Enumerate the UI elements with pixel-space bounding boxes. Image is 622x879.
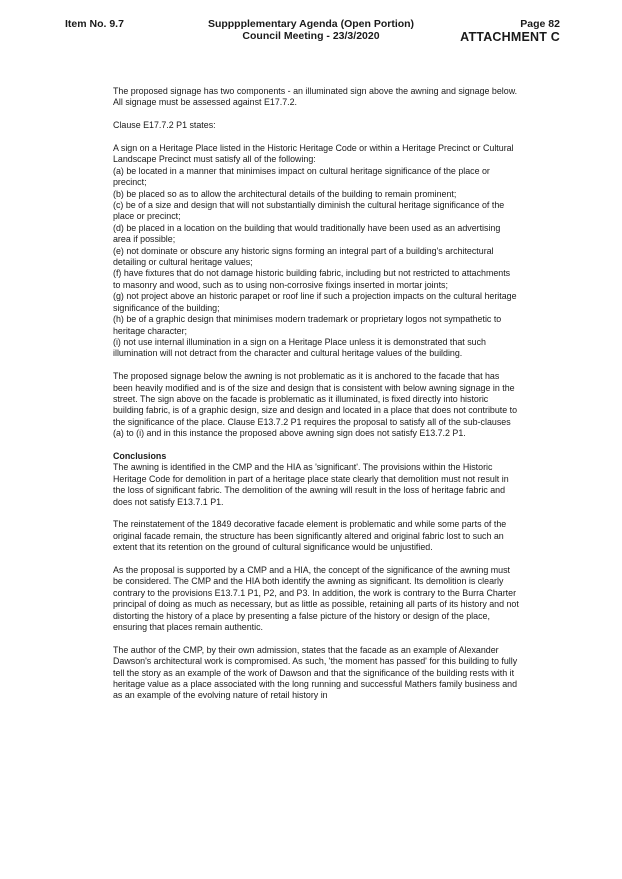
intro-paragraph: The proposed signage has two components - an illuminated sign above the awning and signage below. All signage must be assessed against E17.7.2. (113, 86, 518, 108)
agenda-title-line1: Supppplementary Agenda (Open Portion) (207, 18, 415, 30)
signage-assessment-paragraph: The proposed signage below the awning is not problematic as it is anchored to the facade that has been heavily modified and is of the size and design that is consistent with below awning signage in the street. The sign above on the facade is problematic as it illuminated, is fixed directly into historic building fabric, is of a graphic design, size and design and located in a place that does not contribute to the significance of the place. Clause E13.7.2 P1 requires the proposal to satisfy all of the sub-clauses (a) to (i) and in this instance the proposed above awning sign does not satisfy E13.7.2 P1. (113, 371, 518, 439)
clause-item-g: (g) not project above an historic parapet or roof line if such a projection impacts on the cultural heritage significance of the building; (113, 291, 517, 313)
page-number: Page 82 (520, 18, 560, 30)
document-body (113, 86, 519, 713)
clause-heading: Clause E17.7.2 P1 states: (113, 120, 216, 131)
clause-item-b: (b) be placed so as to allow the architectural details of the building to remain prominent; (113, 188, 457, 199)
clause-item-a: (a) be located in a manner that minimises impact on cultural heritage significance of the place or precinct; (113, 165, 490, 188)
conclusions-paragraph-4: The author of the CMP, by their own admission, states that the facade as an example of Alexander Dawson's architectural work is compromised. As such, 'the moment has passed' for this building to fully tell the story as an example of the work of Dawson and that the significance of the building rests with it heritage value as a place associated with the long running and successful Mathers family business and as an example of the evolving nature of retail history in (113, 644, 518, 701)
attachment-label: ATTACHMENT C (460, 30, 560, 44)
clause-item-h: (h) be of a graphic design that minimises modern trademark or proprietary logos not sympathetic to heritage character; (113, 314, 502, 336)
clause-item-d: (d) be placed in a location on the building that would traditionally have been used as an advertising area if possible; (113, 222, 501, 245)
clause-block (113, 120, 519, 131)
conclusions-paragraph-2: The reinstatement of the 1849 decorative facade element is problematic and while some parts of the original facade remain, the structure has been significantly altered and original fabric lost to such an extent that its retention on the ground of cultural significance would be unjustified. (113, 519, 507, 553)
conclusions-paragraph-3: As the proposal is supported by a CMP and a HIA, the concept of the significance of the awning must be considered. The CMP and the HIA both identify the awning as significant. Its demolition is clearly contrary to the provisions E13.7.1 P1, P2, and P3. In addition, the work is contrary to the Burra Charter principal of doing as much as necessary, but as little as possible, retaining all parts of its history and not distorting the history of a place by presenting a false picture of the history or design of the place, ensuring that places remain authentic. (113, 564, 519, 632)
clause-item-f: (f) have fixtures that do not damage historic building fabric, including but not restricted to attachments to masonry and wood, such as to using non-corrosive fixings inserted in mortar joints; (113, 268, 511, 290)
conclusions-block (113, 451, 519, 508)
conclusions-paragraph-1: The awning is identified in the CMP and the HIA as 'significant'. The provisions within the Historic Heritage Code for demolition in part of a heritage place state clearly that demolition must not result in the loss of significant fabric. The demolition of the awning will result in the loss of heritage fabric and does not satisfy E13.7.1 P1. (113, 462, 509, 507)
conclusions-heading: Conclusions (113, 450, 167, 461)
clause-item-c: (c) be of a size and design that will not substantially diminish the cultural heritage significance of the place or precinct; (113, 200, 505, 222)
clause-item-i: (i) not use internal illumination in a sign on a Heritage Place unless it is demonstrated that such illumination will not detract from the character and cultural heritage values of the building. (113, 336, 486, 359)
agenda-title-line2: Council Meeting - 23/3/2020 (242, 30, 380, 42)
page-label (460, 18, 560, 44)
clause-lead: A sign on a Heritage Place listed in the Historic Heritage Code or within a Heritage Precinct or Cultural Landscape Precinct must satisfy all of the following: (113, 143, 514, 165)
clause-item-e: (e) not dominate or obscure any historic signs forming an integral part of a building's architectural detailing or cultural heritage values; (113, 245, 494, 268)
item-number: Item No. 9.7 (65, 18, 124, 30)
